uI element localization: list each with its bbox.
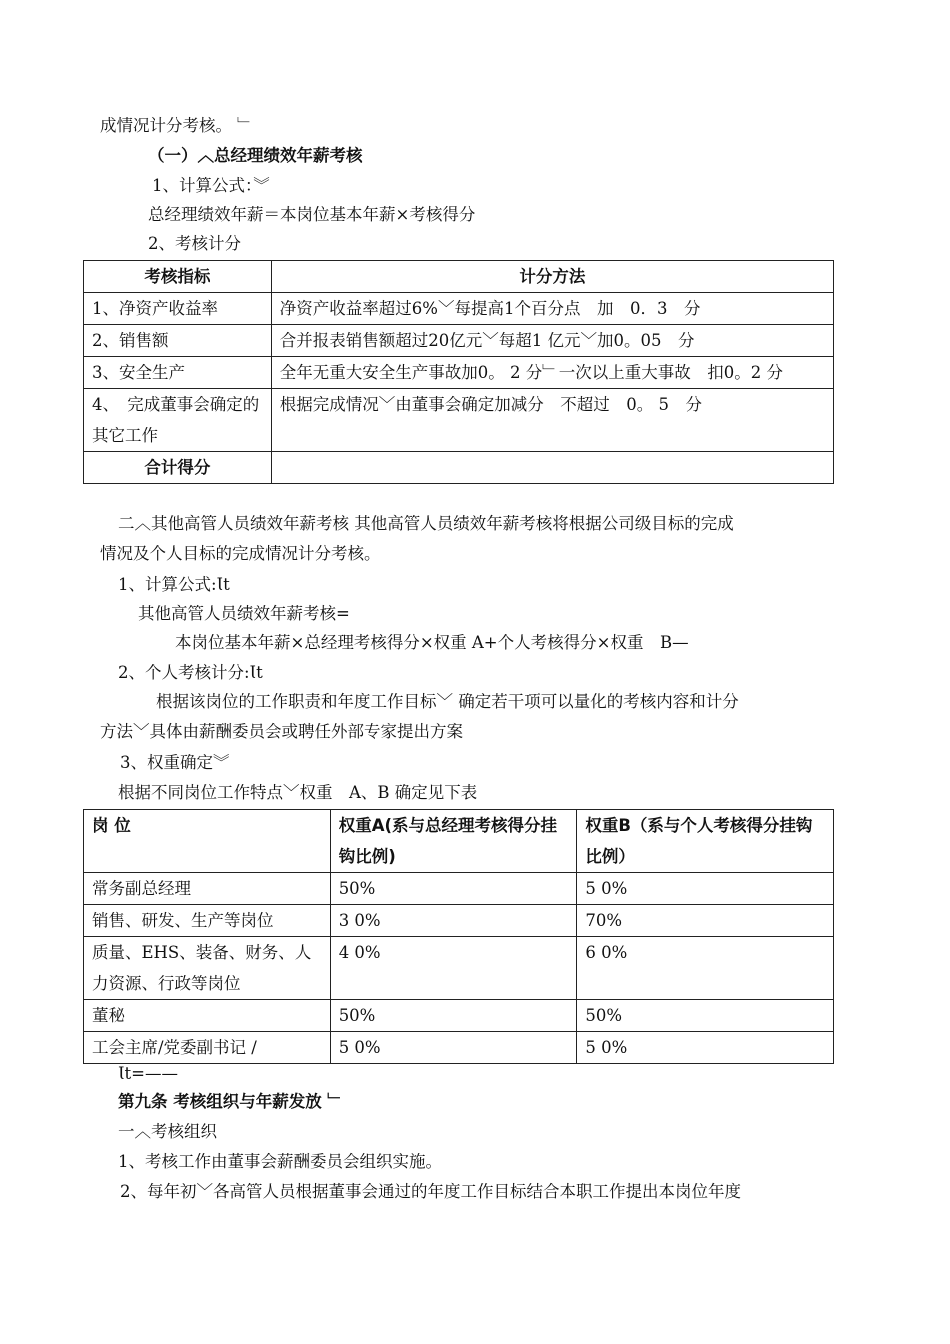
table-cell: 50%	[330, 1000, 577, 1032]
text-line: 二︿其他高管人员绩效年薪考核 其他高管人员绩效年薪考核将根据公司级目标的完成	[118, 514, 734, 533]
table-cell	[271, 452, 833, 484]
table-cell: 5 0%	[577, 873, 834, 905]
table-cell: 常务副总经理	[84, 873, 331, 905]
table-row	[84, 905, 834, 937]
article-heading: 第九条 考核组织与年薪发放 ﹂	[118, 1092, 344, 1111]
table-row	[84, 357, 834, 389]
table-row	[84, 389, 834, 452]
table-cell: 50%	[330, 873, 577, 905]
text-line: 1、计算公式:Ɩt	[118, 575, 230, 594]
text-line: 3、权重确定︾	[120, 753, 230, 772]
table-cell: 合计得分	[84, 452, 272, 484]
text-line: 成情况计分考核。 ﹂	[100, 116, 254, 135]
table-cell: 1、净资产收益率	[84, 293, 272, 325]
table-cell: 全年无重大安全生产事故加0。 2 分﹂一次以上重大事故 扣0。2 分	[271, 357, 833, 389]
table-cell: 5 0%	[330, 1032, 577, 1064]
text-line: 1、计算公式：︾	[152, 176, 270, 195]
table-header-cell: 岗 位	[84, 810, 331, 873]
text-line: 2、个人考核计分:Ɩt	[118, 663, 263, 682]
table-header-row	[84, 261, 834, 293]
table-cell: 50%	[577, 1000, 834, 1032]
table-cell: 3、安全生产	[84, 357, 272, 389]
text-line: 根据不同岗位工作特点﹀权重 A、B 确定见下表	[118, 783, 478, 802]
table-cell: 董秘	[84, 1000, 331, 1032]
text-line: 情况及个人目标的完成情况计分考核。	[100, 544, 381, 563]
table-header-cell: 权重B（系与个人考核得分挂钩比例）	[577, 810, 834, 873]
table-cell: 质量、EHS、装备、财务、人力资源、行政等岗位	[84, 937, 331, 1000]
table-cell: 合并报表销售额超过20亿元﹀每超1 亿元﹀加0。05 分	[271, 325, 833, 357]
weight-table	[83, 809, 834, 1064]
table-row	[84, 1032, 834, 1064]
text-line: 方法﹀具体由薪酬委员会或聘任外部专家提出方案	[100, 722, 463, 741]
text-line: Ɩt=——	[118, 1064, 178, 1083]
text-line: 1、考核工作由董事会薪酬委员会组织实施。	[118, 1152, 442, 1171]
table-cell: 工会主席/党委副书记 /	[84, 1032, 331, 1064]
table-cell: 销售、研发、生产等岗位	[84, 905, 331, 937]
table-row	[84, 937, 834, 1000]
table-cell: 4 0%	[330, 937, 577, 1000]
table-cell: 4、 完成董事会确定的其它工作	[84, 389, 272, 452]
table-header-cell: 考核指标	[84, 261, 272, 293]
formula-text: 本岗位基本年薪×总经理考核得分×权重 A+个人考核得分×权重 B—	[175, 633, 689, 652]
text-line: 根据该岗位的工作职责和年度工作目标﹀ 确定若干项可以量化的考核内容和计分	[156, 692, 739, 711]
table-cell: 根据完成情况﹀由董事会确定加减分 不超过 0。 5 分	[271, 389, 833, 452]
formula-text: 总经理绩效年薪＝本岗位基本年薪×考核得分	[148, 205, 476, 224]
table-row	[84, 325, 834, 357]
table-cell: 净资产收益率超过6%﹀每提高1个百分点 加 0．3 分	[271, 293, 833, 325]
table-row	[84, 1000, 834, 1032]
table-cell: 2、销售额	[84, 325, 272, 357]
table-cell: 3 0%	[330, 905, 577, 937]
text-line: 2、考核计分	[148, 234, 241, 253]
text-line: 一︿考核组织	[118, 1122, 217, 1141]
gm-score-table	[83, 260, 834, 484]
table-header-row	[84, 810, 834, 873]
formula-text: 其他高管人员绩效年薪考核=	[138, 604, 350, 623]
table-cell: 5 0%	[577, 1032, 834, 1064]
table-header-cell: 计分方法	[271, 261, 833, 293]
section-heading: （一）︿总经理绩效年薪考核	[148, 146, 363, 165]
text-line: 2、每年初﹀各高管人员根据董事会通过的年度工作目标结合本职工作提出本岗位年度	[120, 1182, 741, 1201]
table-header-cell: 权重A(系与总经理考核得分挂钩比例)	[330, 810, 577, 873]
table-row	[84, 293, 834, 325]
table-row	[84, 873, 834, 905]
table-cell: 6 0%	[577, 937, 834, 1000]
table-cell: 70%	[577, 905, 834, 937]
table-total-row	[84, 452, 834, 484]
